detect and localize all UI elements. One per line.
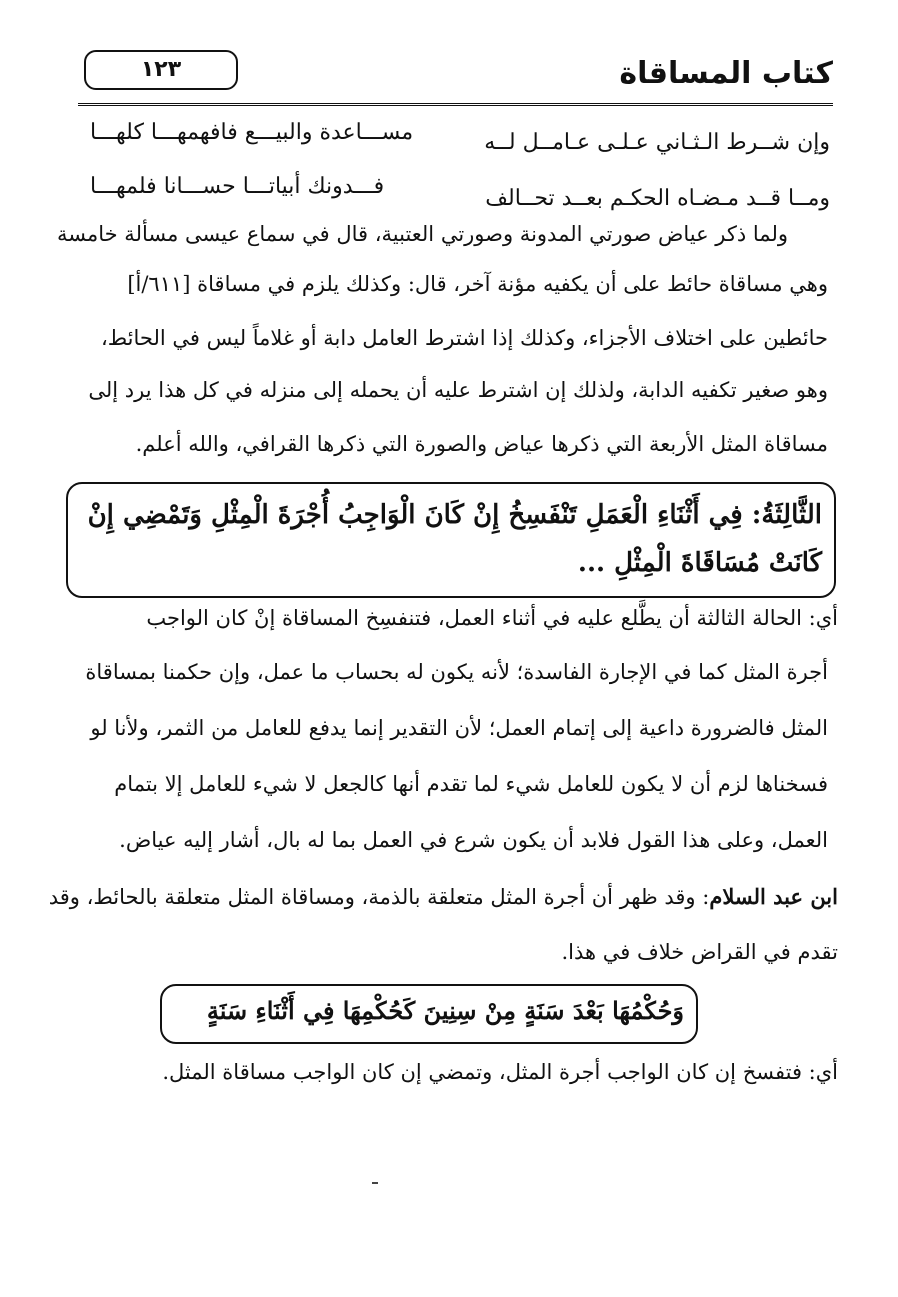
matn-line: الثَّالِثَةُ: فِي أَثْنَاءِ الْعَمَلِ تَنْفَسِخُ إِنْ كَانَ الْوَاجِبُ أُجْرَةَ الْمِثْلِ وَتَمْضِي إِنْ <box>87 500 822 530</box>
text-line: وهو صغير تكفيه الدابة، ولذلك إن اشترط عليه أن يحمله إلى منزله في كل هذا يرد إلى <box>88 378 828 402</box>
text-span: : وقد ظهر أن أجرة المثل متعلقة بالذمة، ومساقاة المثل متعلقة بالحائط، وقد <box>48 885 710 909</box>
verse-1-left: مســـاعدة والبيـــع فافهمهـــا كلهـــا <box>90 120 414 145</box>
text-line: مساقاة المثل الأربعة التي ذكرها عياض والصورة التي ذكرها القرافي، والله أعلم. <box>135 432 828 456</box>
paragraph-1 <box>57 222 828 482</box>
matn-line: كَانَتْ مُسَاقَاةَ الْمِثْلِ ... <box>577 548 822 578</box>
footer-mark <box>372 1182 378 1184</box>
verse-1-right: وإن شــرط الـثـاني عـلـى عـامــل لــه <box>484 130 830 155</box>
text-line: العمل، وعلى هذا القول فلابد أن يكون شرع في العمل بما له بال، أشار إليه عياض. <box>119 828 828 852</box>
running-title: كتاب المساقاة <box>619 56 833 91</box>
text-line: ولما ذكر عياض صورتي المدونة وصورتي العتبية، قال في سماع عيسى مسألة خامسة <box>57 222 788 246</box>
paragraph-4 <box>78 1060 838 1100</box>
text-line: حائطين على اختلاف الأجزاء، وكذلك إذا اشترط العامل دابة أو غلاماً ليس في الحائط، <box>100 326 828 350</box>
verse-2-right: ومــا قــد مـضـاه الحكـم بعــد تحــالف <box>485 186 830 211</box>
header-rule <box>78 103 833 106</box>
matn-box-2 <box>160 984 698 1044</box>
paragraph-3 <box>48 884 838 984</box>
text-line: أي: الحالة الثالثة أن يطَّلع عليه في أثناء العمل، فتنفسِخ المساقاة إنْ كان الواجب <box>146 606 838 630</box>
matn-box-1 <box>66 482 836 598</box>
verse-2-left: فـــدونك أبياتـــا حســـانا فلمهـــا <box>90 174 385 199</box>
page-header <box>78 44 833 106</box>
text-line: تقدم في القراض خلاف في هذا. <box>561 940 838 964</box>
cited-scholar: ابن عبد السلام <box>709 884 838 909</box>
text-line: المثل فالضرورة داعية إلى إتمام العمل؛ لأن التقدير إنما يدفع للعامل من الثمر، ولأنا لو <box>90 716 828 740</box>
text-line: أجرة المثل كما في الإجارة الفاسدة؛ لأنه يكون له بحساب ما عمل، وإن حكمنا بمساقاة <box>85 660 828 684</box>
text-line: فسخناها لزم أن لا يكون للعامل شيء لما تقدم أنها كالجعل لا شيء للعامل إلا بتمام <box>114 772 828 796</box>
poem <box>90 120 830 211</box>
page-number: ١٢٣ <box>84 50 238 90</box>
paragraph-2 <box>78 606 838 876</box>
matn-line: وَحُكْمُهَا بَعْدَ سَنَةٍ مِنْ سِنِينَ كَحُكْمِهَا فِي أَثْنَاءِ سَنَةٍ <box>206 996 684 1025</box>
text-line <box>49 884 838 909</box>
text-line: وهي مساقاة حائط على أن يكفيه مؤنة آخر، قال: وكذلك يلزم في مساقاة [٦١١/أ] <box>127 272 828 296</box>
text-line: أي: فتفسخ إن كان الواجب أجرة المثل، وتمضي إن كان الواجب مساقاة المثل. <box>162 1060 838 1084</box>
